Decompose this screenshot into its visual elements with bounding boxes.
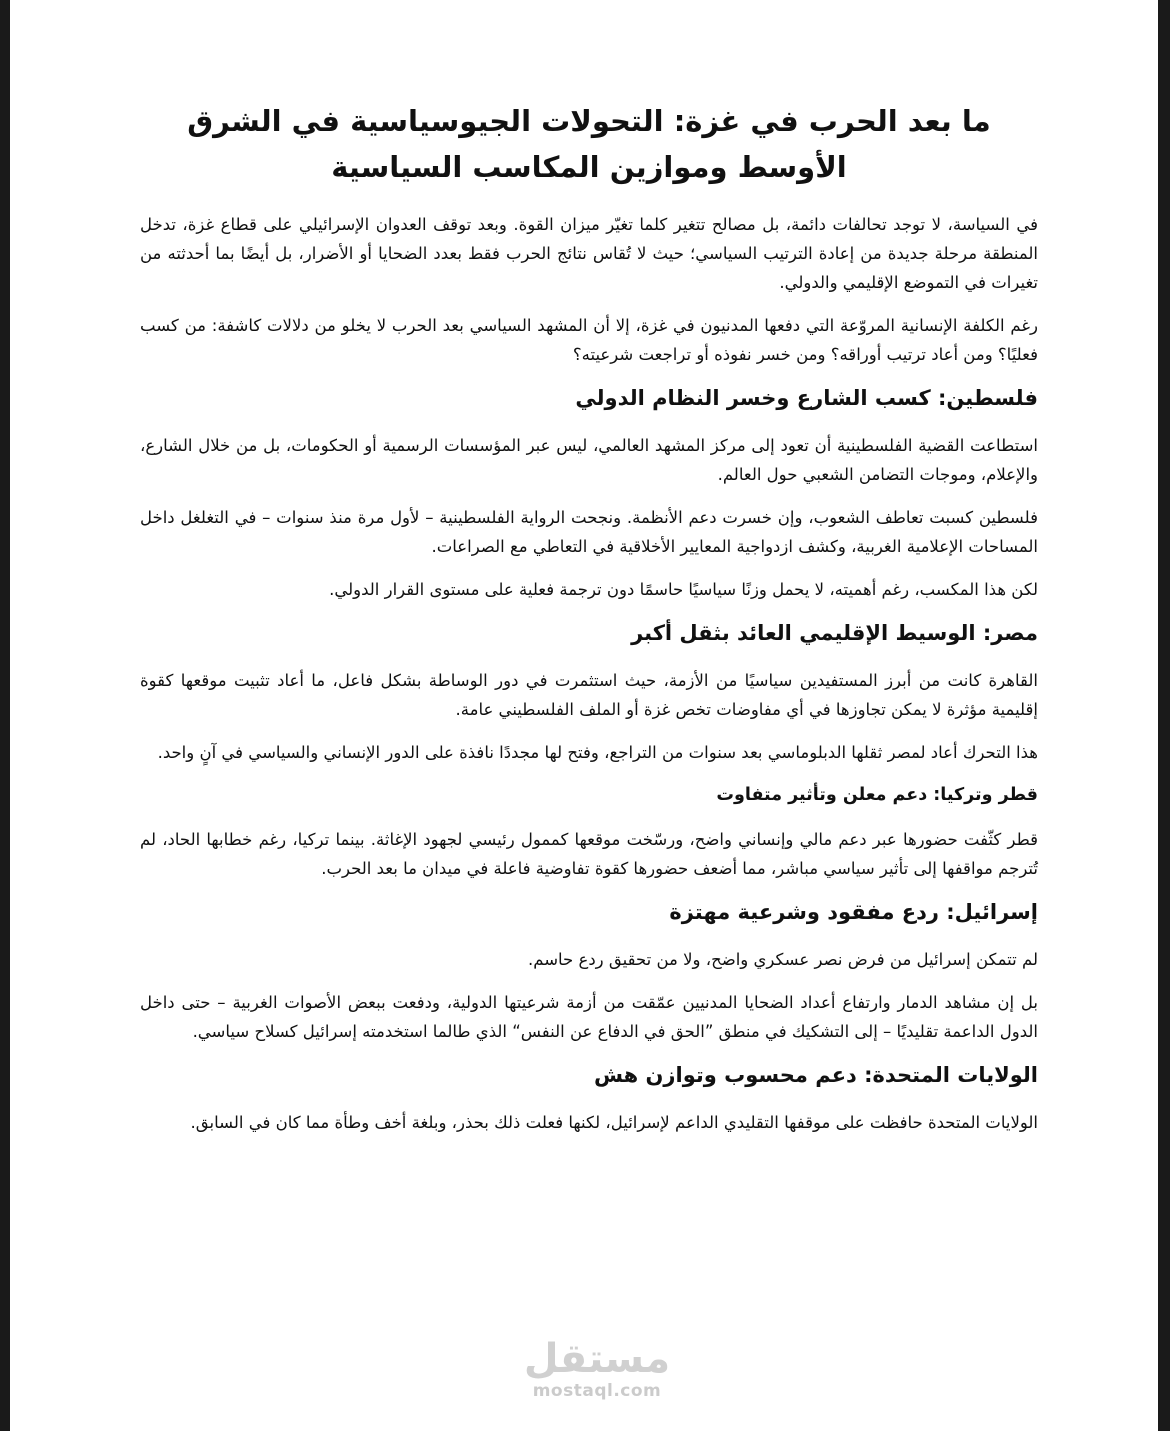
intro-paragraph-1: في السياسة، لا توجد تحالفات دائمة، بل مصالح تتغير كلما تغيّر ميزان القوة. وبعد توقف العدوان الإسرائيلي على قطاع غزة، تدخل المنطقة مرحلة جديدة من إعادة الترتيب السياسي؛ حيث لا تُقاس نتائج الحرب فقط بعدد الضحايا أو الأضرار، بل أيضًا بما أحدثته من تغيرات في التموضع الإقليمي والدولي. [140,215,1038,292]
watermark-url: mostaql.com [532,1381,662,1401]
israel-paragraph-2: بل إن مشاهد الدمار وارتفاع أعداد الضحايا المدنيين عمّقت من أزمة شرعيتها الدولية، ودفعت ببعض الأصوات الغربية – حتى داخل الدول الداعمة تقليديًا – إلى التشكيك في منطق ”الحق في الدفاع عن النفس“ الذي طالما استخدمته إسرائيل كسلاح سياسي. [140,993,1038,1041]
qatar-turkey-paragraph-1: قطر كثّفت حضورها عبر دعم مالي وإنساني واضح، ورسّخت موقعها كممول رئيسي لجهود الإغاثة. بينما تركيا، رغم خطابها الحاد، لم تُترجم مواقفها إلى تأثير سياسي مباشر، مما أضعف حضورها كقوة تفاوضية فاعلة في ميدان ما بعد الحرب. [140,830,1038,878]
section-heading-israel: إسرائيل: ردع مفقود وشرعية مهتزة [669,900,1038,924]
intro-paragraph-2: رغم الكلفة الإنسانية المروّعة التي دفعها المدنيون في غزة، إلا أن المشهد السياسي بعد الحرب لا يخلو من دلالات كاشفة: من كسب فعليًا؟ ومن أعاد ترتيب أوراقه؟ ومن خسر نفوذه أو تراجعت شرعيته؟ [140,316,1038,364]
section-heading-palestine: فلسطين: كسب الشارع وخسر النظام الدولي [575,386,1038,410]
article-title: ما بعد الحرب في غزة: التحولات الجيوسياسية في الشرق الأوسط وموازين المكاسب السياسية [187,104,991,184]
israel-paragraph-1: لم تتمكن إسرائيل من فرض نصر عسكري واضح، ولا من تحقيق ردع حاسم. [527,950,1038,969]
article [140,98,1038,1151]
watermark-logo: مستقل [523,1336,671,1382]
palestine-paragraph-2: فلسطين كسبت تعاطف الشعوب، وإن خسرت دعم الأنظمة. ونجحت الرواية الفلسطينية – لأول مرة منذ سنوات – في التغلغل داخل المساحات الإعلامية الغربية، وكشف ازدواجية المعايير الأخلاقية في التعاطي مع الصراعات. [140,508,1038,556]
palestine-paragraph-1: استطاعت القضية الفلسطينية أن تعود إلى مركز المشهد العالمي، ليس عبر المؤسسات الرسمية أو الحكومات، بل من خلال الشارع، والإعلام، وموجات التضامن الشعبي حول العالم. [140,436,1038,484]
egypt-paragraph-1: القاهرة كانت من أبرز المستفيدين سياسيًا من الأزمة، حيث استثمرت في دور الوساطة بشكل فاعل، ما أعاد تثبيت موقعها كقوة إقليمية مؤثرة لا يمكن تجاوزها في أي مفاوضات تخص غزة أو الملف الفلسطيني عامة. [140,671,1038,719]
section-heading-qatar-turkey: قطر وتركيا: دعم معلن وتأثير متفاوت [716,785,1038,805]
palestine-paragraph-3: لكن هذا المكسب، رغم أهميته، لا يحمل وزنًا سياسيًا حاسمًا دون ترجمة فعلية على مستوى القرار الدولي. [329,580,1038,599]
section-heading-usa: الولايات المتحدة: دعم محسوب وتوازن هش [593,1063,1038,1087]
section-heading-egypt: مصر: الوسيط الإقليمي العائد بثقل أكبر [631,621,1038,645]
document-page [10,0,1158,1431]
egypt-paragraph-2: هذا التحرك أعاد لمصر ثقلها الدبلوماسي بعد سنوات من التراجع، وفتح لها مجددًا نافذة على الدور الإنساني والسياسي في آنٍ واحد. [157,743,1038,762]
usa-paragraph-1: الولايات المتحدة حافظت على موقفها التقليدي الداعم لإسرائيل، لكنها فعلت ذلك بحذر، وبلغة أخف وطأة مما كان في السابق. [190,1113,1038,1132]
mostaql-watermark [522,1336,672,1400]
